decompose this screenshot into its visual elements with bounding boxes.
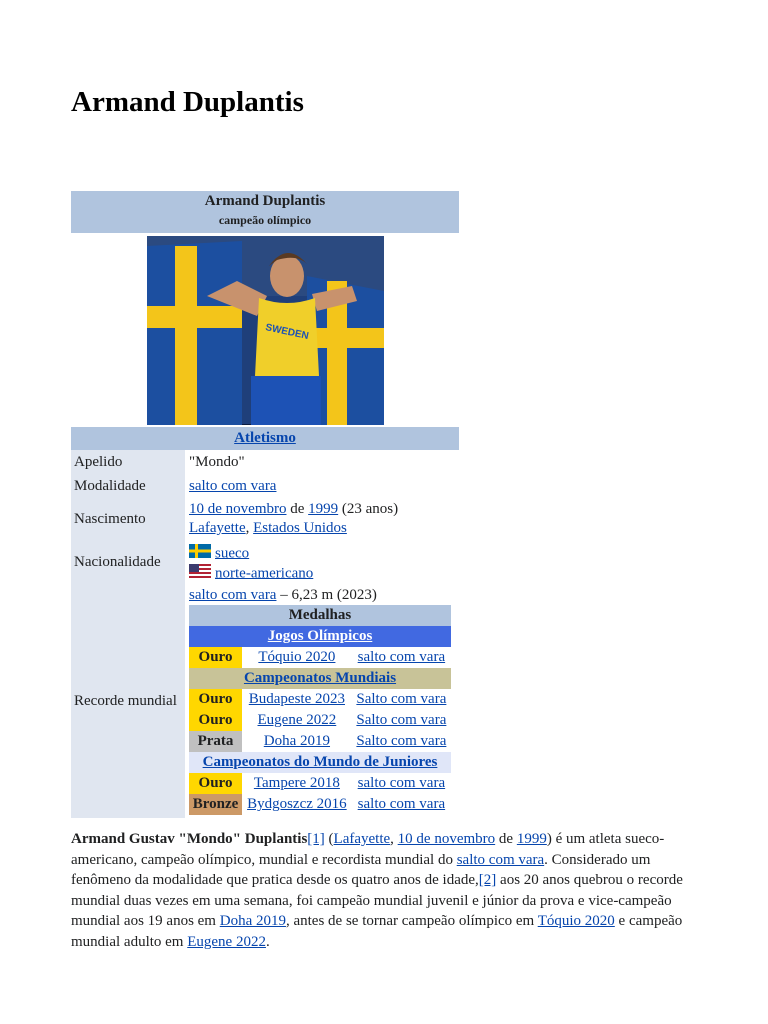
intro-event-link[interactable]: salto com vara — [456, 851, 545, 868]
medal-type: Prata — [189, 731, 242, 752]
medal-discipline-link[interactable]: Salto com vara — [356, 733, 447, 749]
record-event-link[interactable]: salto com vara — [189, 587, 277, 603]
page-title: Armand Duplantis — [71, 86, 304, 118]
medal-row — [189, 689, 451, 710]
nickname-label: Apelido — [71, 450, 185, 474]
birth-de: de — [290, 501, 305, 517]
medals-title: Medalhas — [189, 605, 451, 626]
medal-type: Ouro — [189, 689, 242, 710]
medal-event-link[interactable]: Doha 2019 — [263, 733, 331, 749]
intro-text: ( — [324, 831, 334, 847]
medal-group-worlds[interactable]: Campeonatos Mundiais — [243, 670, 397, 686]
medal-event-link[interactable]: Eugene 2022 — [257, 712, 337, 728]
intro-text: aos 20 anos quebrou o recorde mundial duas vezes em uma semana, foi campeão mundial juvenil e júnior da prova e vice-campeão mundial aos 19 anos em — [71, 872, 683, 929]
medal-type: Ouro — [189, 647, 242, 668]
medal-row — [189, 731, 451, 752]
medal-discipline-link[interactable]: Salto com vara — [356, 712, 447, 728]
infobox-name: Armand Duplantis — [204, 193, 326, 209]
nationality-american-link[interactable]: norte-americano — [215, 565, 314, 582]
intro-paragraph — [71, 829, 696, 952]
birth-year-link[interactable]: 1999 — [308, 501, 339, 517]
intro-city-link[interactable]: Lafayette — [333, 831, 391, 847]
medal-event-link[interactable]: Bydgoszcz 2016 — [247, 796, 347, 812]
medal-discipline-link[interactable]: salto com vara — [357, 796, 446, 812]
nationality-swedish-link[interactable]: sueco — [215, 545, 250, 562]
athlete-photo-image — [147, 236, 384, 425]
medal-event-link[interactable]: Tóquio 2020 — [258, 649, 336, 665]
reference-2-link[interactable]: [2] — [478, 872, 497, 888]
record-value: – 6,23 m (2023) — [280, 587, 377, 603]
medal-row — [189, 773, 451, 794]
sport-section — [71, 427, 459, 450]
athlete-photo[interactable] — [71, 233, 459, 427]
svg-text:SWEDEN: SWEDEN — [264, 322, 310, 343]
birth-age: (23 anos) — [341, 501, 399, 517]
intro-doha-link[interactable]: Doha 2019 — [219, 913, 286, 929]
discipline-label: Modalidade — [71, 474, 185, 498]
nationality-row — [71, 541, 459, 584]
medal-type: Ouro — [189, 773, 242, 794]
medal-row — [189, 710, 451, 731]
discipline-row — [71, 474, 459, 498]
record-label: Recorde mundial — [71, 584, 185, 818]
medal-discipline-link[interactable]: salto com vara — [357, 649, 446, 665]
intro-text: , antes de se tornar campeão olímpico em — [285, 913, 538, 929]
medal-event-link[interactable]: Tampere 2018 — [253, 775, 340, 791]
medal-type: Ouro — [189, 710, 242, 731]
intro-text: ) é um atleta sueco-americano, campeão olímpico, mundial e recordista mundial do — [71, 831, 665, 868]
birth-row: Nascimento 10 de novembro de 1999 (23 anos) Lafayette, Estados Unidos — [71, 498, 459, 541]
intro-tokyo-link[interactable]: Tóquio 2020 — [537, 913, 615, 929]
medal-type: Bronze — [189, 794, 242, 815]
infobox-header — [71, 191, 459, 233]
medal-group-olympics[interactable]: Jogos Olímpicos — [267, 628, 373, 644]
birth-label: Nascimento — [71, 498, 185, 541]
nationality-label: Nacionalidade — [71, 541, 185, 584]
intro-text: e campeão mundial adulto em — [71, 913, 683, 950]
reference-1-link[interactable]: [1] — [307, 831, 325, 847]
record-row — [71, 584, 459, 818]
birth-city-link[interactable]: Lafayette — [189, 520, 246, 536]
birth-date-link[interactable]: 10 de novembro — [189, 501, 287, 517]
intro-date-link[interactable]: 10 de novembro — [397, 831, 496, 847]
birth-country-link[interactable]: Estados Unidos — [253, 520, 347, 536]
sweden-flag-icon — [189, 544, 211, 564]
nickname-row — [71, 450, 459, 474]
medal-discipline-link[interactable]: salto com vara — [357, 775, 446, 791]
infobox — [71, 191, 459, 818]
medal-group-juniors[interactable]: Campeonatos do Mundo de Juniores — [202, 754, 438, 770]
intro-text: . Considerado um fenômeno da modalidade que pratica desde os quatro anos de idade, — [71, 851, 651, 888]
intro-text: . — [265, 933, 270, 950]
intro-text: , — [390, 831, 398, 847]
infobox-subtitle: campeão olímpico — [218, 213, 312, 227]
intro-eugene-link[interactable]: Eugene 2022 — [187, 933, 266, 950]
sport-link[interactable]: Atletismo — [234, 430, 296, 446]
medal-row — [189, 794, 451, 815]
intro-text: de — [495, 831, 517, 847]
discipline-link[interactable]: salto com vara — [189, 478, 277, 494]
nickname-value: "Mondo" — [189, 454, 245, 470]
medal-row — [189, 647, 451, 668]
intro-year-link[interactable]: 1999 — [516, 831, 547, 847]
medal-event-link[interactable]: Budapeste 2023 — [248, 691, 345, 707]
medals-table — [189, 605, 451, 815]
medal-discipline-link[interactable]: Salto com vara — [356, 691, 447, 707]
intro-bold-name: Armand Gustav "Mondo" Duplantis — [71, 831, 308, 847]
usa-flag-icon — [189, 564, 211, 584]
